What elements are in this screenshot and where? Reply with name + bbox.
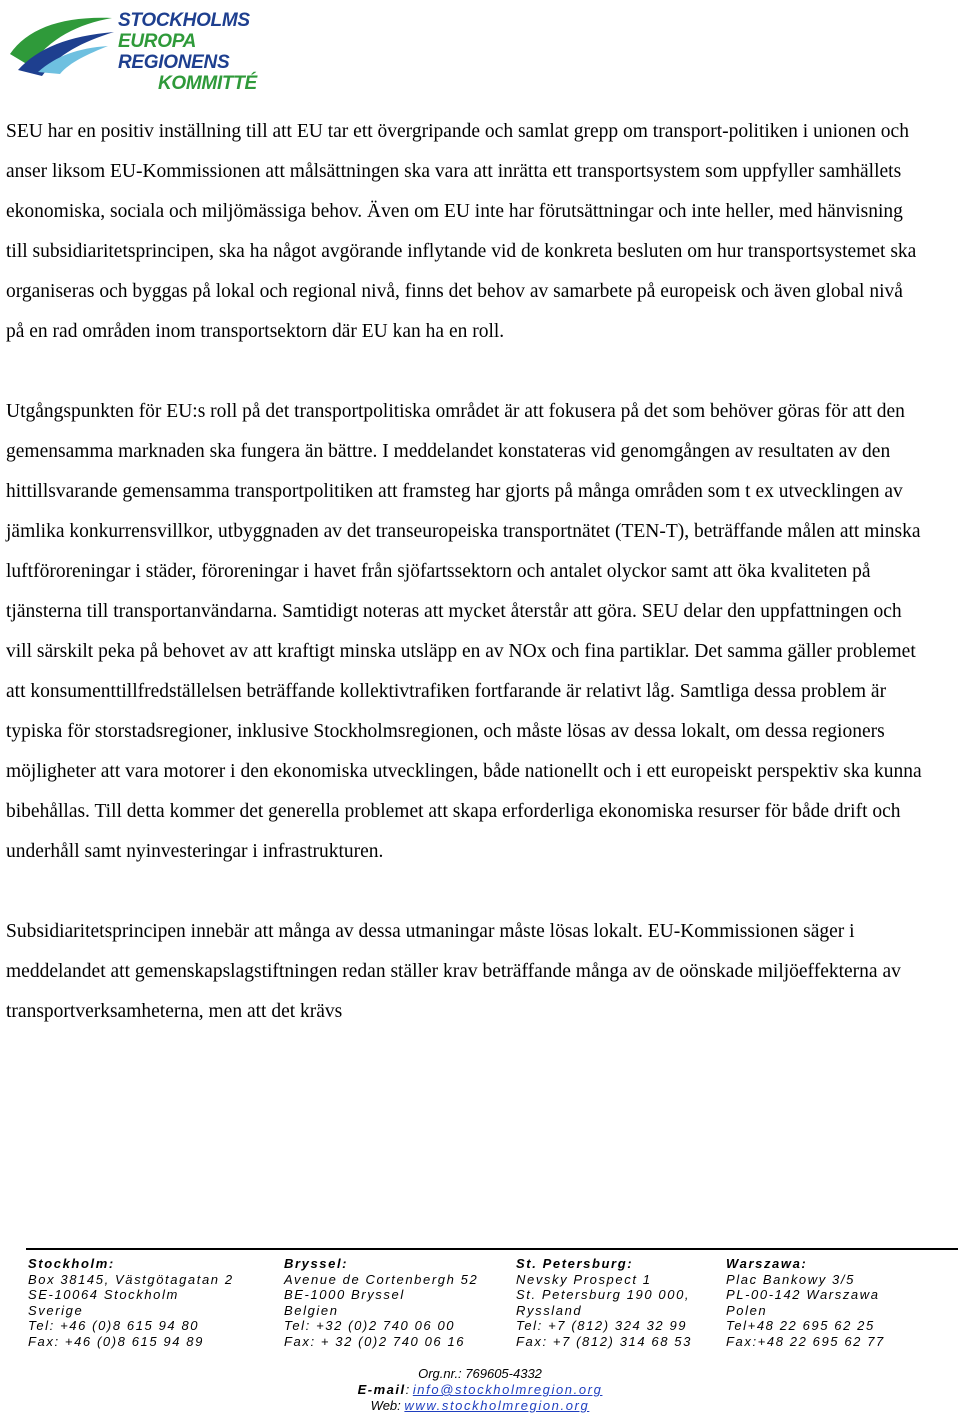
office-line: St. Petersburg 190 000, xyxy=(516,1287,691,1303)
paragraph-2: Utgångspunkten för EU:s roll på det transportpolitiska området är att fokusera på det som behöver göras för att den gemensamma marknaden ska fungera än bättre. I meddelandet konstateras vid genomgången av resultaten av den hittillsvarande gemensamma transportpolitiken att framsteg har gjorts på många områden som t ex utvecklingen av jämlika konkurrensvillkor, utbyggnaden av det transeuropeiska transportnätet (TEN-T), beträffande målen att minska luftföroreningar i städer, föroreningar i havet från sjöfartssektorn och antalet olyckor samt att öka kvaliteten på tjänsterna till transportanvändarna. Samtidigt noteras att mycket återstår att göra. SEU delar den uppfattningen och vill särskilt peka på behovet av att kraftigt minska utsläpp en av NOx och fina partiklar. Det samma gäller problemet att konsumenttillfredställelsen beträffande kollektivtrafiken fortfarande är relativt låg. Samtliga dessa problem är typiska för storstadsregioner, inklusive Stockholmsregionen, och måste lösas av dessa lokalt, om dessa regioners möjligheter att vara motorer i den ekonomiska utvecklingen, både nationellt och i ett europeiskt perspektiv ska kunna bibehållas. Till detta kommer det generella problemet att skapa erforderliga ekonomiska resurser för både drift och underhåll samt nyinvesteringar i infrastrukturen. xyxy=(6,401,922,862)
office-city: Stockholm: xyxy=(28,1256,115,1271)
office-line: Polen xyxy=(726,1302,768,1318)
document-body xyxy=(6,112,926,1032)
logo-line-2a: EUROPA xyxy=(118,31,196,52)
logo xyxy=(8,8,298,94)
office-st-petersburg xyxy=(516,1256,692,1350)
office-line: SE-10064 Stockholm xyxy=(28,1287,179,1303)
footer-contact xyxy=(0,1366,960,1414)
logo-swoosh-icon xyxy=(8,8,118,78)
office-line: PL-00-142 Warszawa xyxy=(726,1287,880,1303)
office-line: Ryssland xyxy=(516,1302,583,1318)
office-line: Tel: +46 (0)8 615 94 80 xyxy=(28,1318,200,1334)
office-line: Tel: +7 (812) 324 32 99 xyxy=(516,1318,688,1334)
office-line: Fax:+48 22 695 62 77 xyxy=(726,1333,885,1349)
logo-line-3: KOMMITTÉ xyxy=(158,73,257,94)
logo-line-1: STOCKHOLMS xyxy=(118,10,250,31)
email-label: E-mail xyxy=(357,1382,406,1397)
office-line: Tel+48 22 695 62 25 xyxy=(726,1318,875,1334)
org-number: Org.nr.: 769605-4332 xyxy=(418,1366,542,1381)
office-warszawa xyxy=(726,1256,885,1350)
office-line: Avenue de Cortenbergh 52 xyxy=(284,1271,479,1287)
paragraph-1: SEU har en positiv inställning till att EU tar ett övergripande och samlat grepp om transport-politiken i unionen och anser liksom EU-Kommissionen att målsättningen ska vara att inrätta ett transportsystem som uppfyller samhällets ekonomiska, sociala och miljömässiga behov. Även om EU inte har förutsättningar och inte heller, med hänvisning till subsidiaritetsprincipen, ska ha något avgörande inflytande vid de konkreta besluten om hur transportsystemet ska organiseras och byggas på lokal och regional nivå, finns det behov av samarbete på europeisk och även global nivå på en rad områden inom transportsektorn där EU kan ha en roll. xyxy=(6,121,917,342)
office-line: Fax: + 32 (0)2 740 06 16 xyxy=(284,1333,466,1349)
office-line: Fax: +46 (0)8 615 94 89 xyxy=(28,1333,204,1349)
office-line: Plac Bankowy 3/5 xyxy=(726,1271,855,1287)
footer-divider xyxy=(26,1248,958,1250)
web-link[interactable]: www.stockholmregion.org xyxy=(404,1398,590,1413)
office-city: Bryssel: xyxy=(284,1256,349,1271)
email-separator: : xyxy=(405,1382,413,1397)
web-label: Web: xyxy=(370,1398,405,1413)
office-line: Fax: +7 (812) 314 68 53 xyxy=(516,1333,692,1349)
paragraph-3: Subsidiaritetsprincipen innebär att många av dessa utmaningar måste lösas lokalt. EU-Kommissionen säger i meddelandet att gemenskapslagstiftningen redan ställer krav beträffande många av de oönskade miljöeffekterna av transportverksamheterna, men att det krävs xyxy=(6,921,901,1022)
web-row xyxy=(0,1398,960,1414)
office-line: Box 38145, Västgötagatan 2 xyxy=(28,1271,234,1287)
office-city: St. Petersburg: xyxy=(516,1256,634,1271)
office-city: Warszawa: xyxy=(726,1256,808,1271)
office-stockholm xyxy=(28,1256,234,1350)
logo-text xyxy=(118,10,308,94)
email-row xyxy=(0,1382,960,1398)
office-line: Nevsky Prospect 1 xyxy=(516,1271,652,1287)
office-line: Belgien xyxy=(284,1302,339,1318)
logo-line-2b: REGIONENS xyxy=(118,52,230,73)
email-link[interactable]: info@stockholmregion.org xyxy=(412,1382,603,1397)
office-line: Tel: +32 (0)2 740 06 00 xyxy=(284,1318,456,1334)
office-line: BE-1000 Bryssel xyxy=(284,1287,405,1303)
office-line: Sverige xyxy=(28,1302,84,1318)
logo-line-2 xyxy=(118,31,308,73)
office-bryssel xyxy=(284,1256,478,1350)
